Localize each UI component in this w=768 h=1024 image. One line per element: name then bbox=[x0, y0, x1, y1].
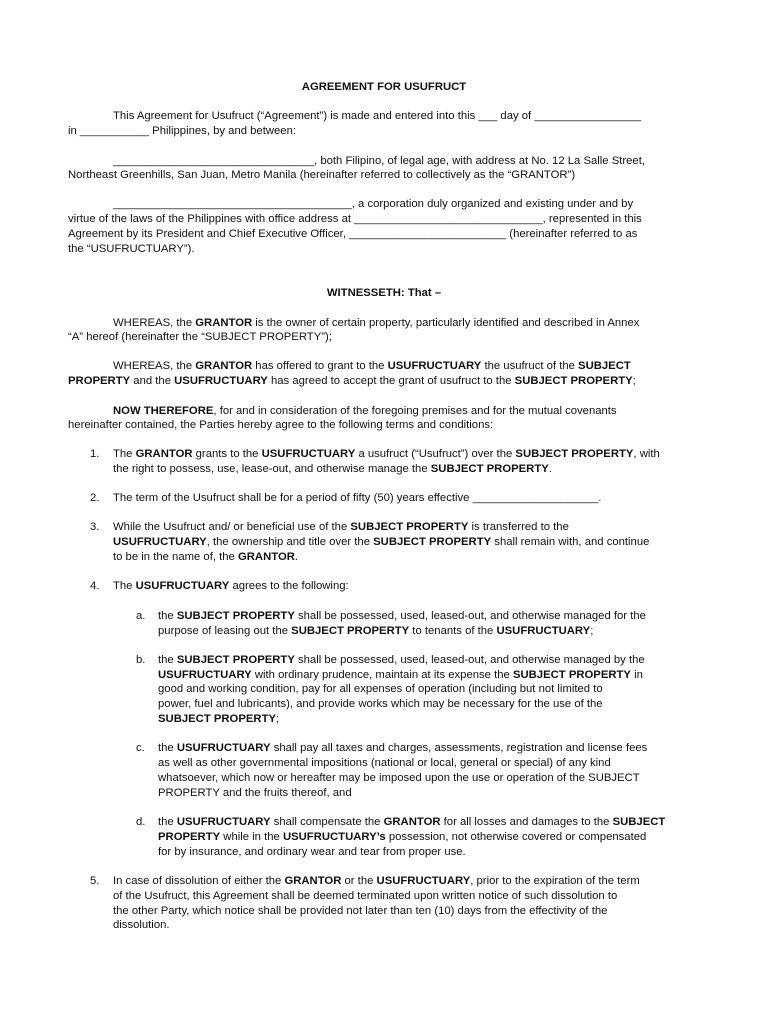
item-3-line-1: While the Usufruct and/ or beneficial use of the SUBJECT PROPERTY is transferred to the bbox=[113, 521, 569, 533]
item-5-line-4: dissolution. bbox=[113, 919, 170, 931]
grantor-line-1: ________________________________, both Filipino, of legal age, with address at No. 12 La Salle Street, bbox=[113, 155, 645, 167]
item-number: 1. bbox=[90, 448, 100, 460]
sub-d-line-1: the USUFRUCTUARY shall compensate the GRANTOR for all losses and damages to the SUBJECT bbox=[158, 816, 666, 828]
item-number: 2. bbox=[90, 492, 100, 504]
item-3-line-3: to be in the name of, the GRANTOR. bbox=[113, 551, 299, 563]
item-5-line-1: In case of dissolution of either the GRANTOR or the USUFRUCTUARY, prior to the expiration of the term bbox=[113, 875, 640, 887]
intro-line-1: This Agreement for Usufruct (“Agreement”) is made and entered into this ___ day of _________________ bbox=[113, 110, 642, 122]
sub-c-line-3: whatsoever, which now or hereafter may be imposed upon the use or operation of the SUBJECT bbox=[158, 772, 640, 784]
item-number: 4. bbox=[90, 580, 100, 592]
item-2-line-1: The term of the Usufruct shall be for a period of fifty (50) years effective ____________________. bbox=[113, 492, 602, 504]
sub-b-line-5: SUBJECT PROPERTY; bbox=[158, 713, 280, 725]
item-1-line-1: The GRANTOR grants to the USUFRUCTUARY a usufruct (“Usufruct”) over the SUBJECT PROPERTY, with bbox=[113, 448, 660, 460]
now-therefore-line-2: hereinafter contained, the Parties hereby agree to the following terms and conditions: bbox=[68, 419, 494, 431]
sub-d-line-3: for by insurance, and ordinary wear and tear from proper use. bbox=[158, 846, 466, 858]
sub-a-line-2: purpose of leasing out the SUBJECT PROPERTY to tenants of the USUFRUCTUARY; bbox=[158, 625, 594, 637]
sub-d-line-2: PROPERTY while in the USUFRUCTUARY’s possession, not otherwise covered or compensated bbox=[158, 831, 647, 843]
intro-line-2: in ___________ Philippines, by and between: bbox=[68, 125, 297, 137]
item-number: 3. bbox=[90, 521, 100, 533]
document-title: AGREEMENT FOR USUFRUCT bbox=[301, 81, 467, 93]
sub-b-line-4: power, fuel and lubricants), and provide works which may be necessary for the use of the bbox=[158, 698, 603, 710]
item-1-line-2: the right to possess, use, lease-out, and otherwise manage the SUBJECT PROPERTY. bbox=[113, 463, 552, 475]
usufructuary-line-4: the “USUFRUCTUARY”). bbox=[68, 243, 195, 255]
witnesseth-heading: WITNESSETH: That – bbox=[326, 287, 442, 299]
item-4-line-1: The USUFRUCTUARY agrees to the following: bbox=[113, 580, 349, 592]
whereas-1-line-2: “A” hereof (hereinafter the “SUBJECT PROPERTY”); bbox=[68, 331, 332, 343]
item-number: 5. bbox=[90, 875, 100, 887]
whereas-1-line-1: WHEREAS, the GRANTOR is the owner of certain property, particularly identified and described in Annex bbox=[113, 317, 640, 329]
item-5-line-2: of the Usufruct, this Agreement shall be deemed terminated upon written notice of such dissolution to bbox=[113, 890, 618, 902]
sub-item-letter: c. bbox=[136, 742, 145, 754]
sub-item-letter: b. bbox=[136, 654, 146, 666]
usufructuary-line-2: virtue of the laws of the Philippines with office address at ______________________________, represented in this bbox=[68, 213, 642, 225]
sub-c-line-2: as well as other governmental impositions (national or local, general or special) of any kind bbox=[158, 757, 611, 769]
sub-c-line-4: PROPERTY and the fruits thereof, and bbox=[158, 787, 352, 799]
sub-a-line-1: the SUBJECT PROPERTY shall be possessed, used, leased-out, and otherwise managed for the bbox=[158, 610, 646, 622]
usufructuary-line-1: ______________________________________, a corporation duly organized and existing under and by bbox=[113, 198, 634, 210]
sub-b-line-2: USUFRUCTUARY with ordinary prudence, maintain at its expense the SUBJECT PROPERTY in bbox=[158, 669, 643, 681]
sub-item-letter: d. bbox=[136, 816, 146, 828]
sub-c-line-1: the USUFRUCTUARY shall pay all taxes and charges, assessments, registration and license fees bbox=[158, 742, 648, 754]
sub-b-line-3: good and working condition, pay for all expenses of operation (including but not limited to bbox=[158, 683, 603, 695]
whereas-2-line-2: PROPERTY and the USUFRUCTUARY has agreed to accept the grant of usufruct to the SUBJECT PROPERTY; bbox=[68, 375, 636, 387]
usufructuary-line-3: Agreement by its President and Chief Executive Officer, _________________________ (hereinafter referred to as bbox=[68, 228, 638, 240]
whereas-2-line-1: WHEREAS, the GRANTOR has offered to grant to the USUFRUCTUARY the usufruct of the SUBJECT bbox=[113, 360, 631, 372]
item-3-line-2: USUFRUCTUARY, the ownership and title over the SUBJECT PROPERTY shall remain with, and continue bbox=[113, 536, 650, 548]
sub-item-letter: a. bbox=[136, 610, 146, 622]
grantor-line-2: Northeast Greenhills, San Juan, Metro Manila (hereinafter referred to collectively as the “GRANTOR”) bbox=[68, 169, 576, 181]
sub-b-line-1: the SUBJECT PROPERTY shall be possessed, used, leased-out, and otherwise managed by the bbox=[158, 654, 645, 666]
item-5-line-3: the other Party, which notice shall be provided not later than ten (10) days from the effectivity of the bbox=[113, 905, 608, 917]
now-therefore-line-1: NOW THEREFORE, for and in consideration of the foregoing premises and for the mutual covenants bbox=[113, 405, 617, 417]
